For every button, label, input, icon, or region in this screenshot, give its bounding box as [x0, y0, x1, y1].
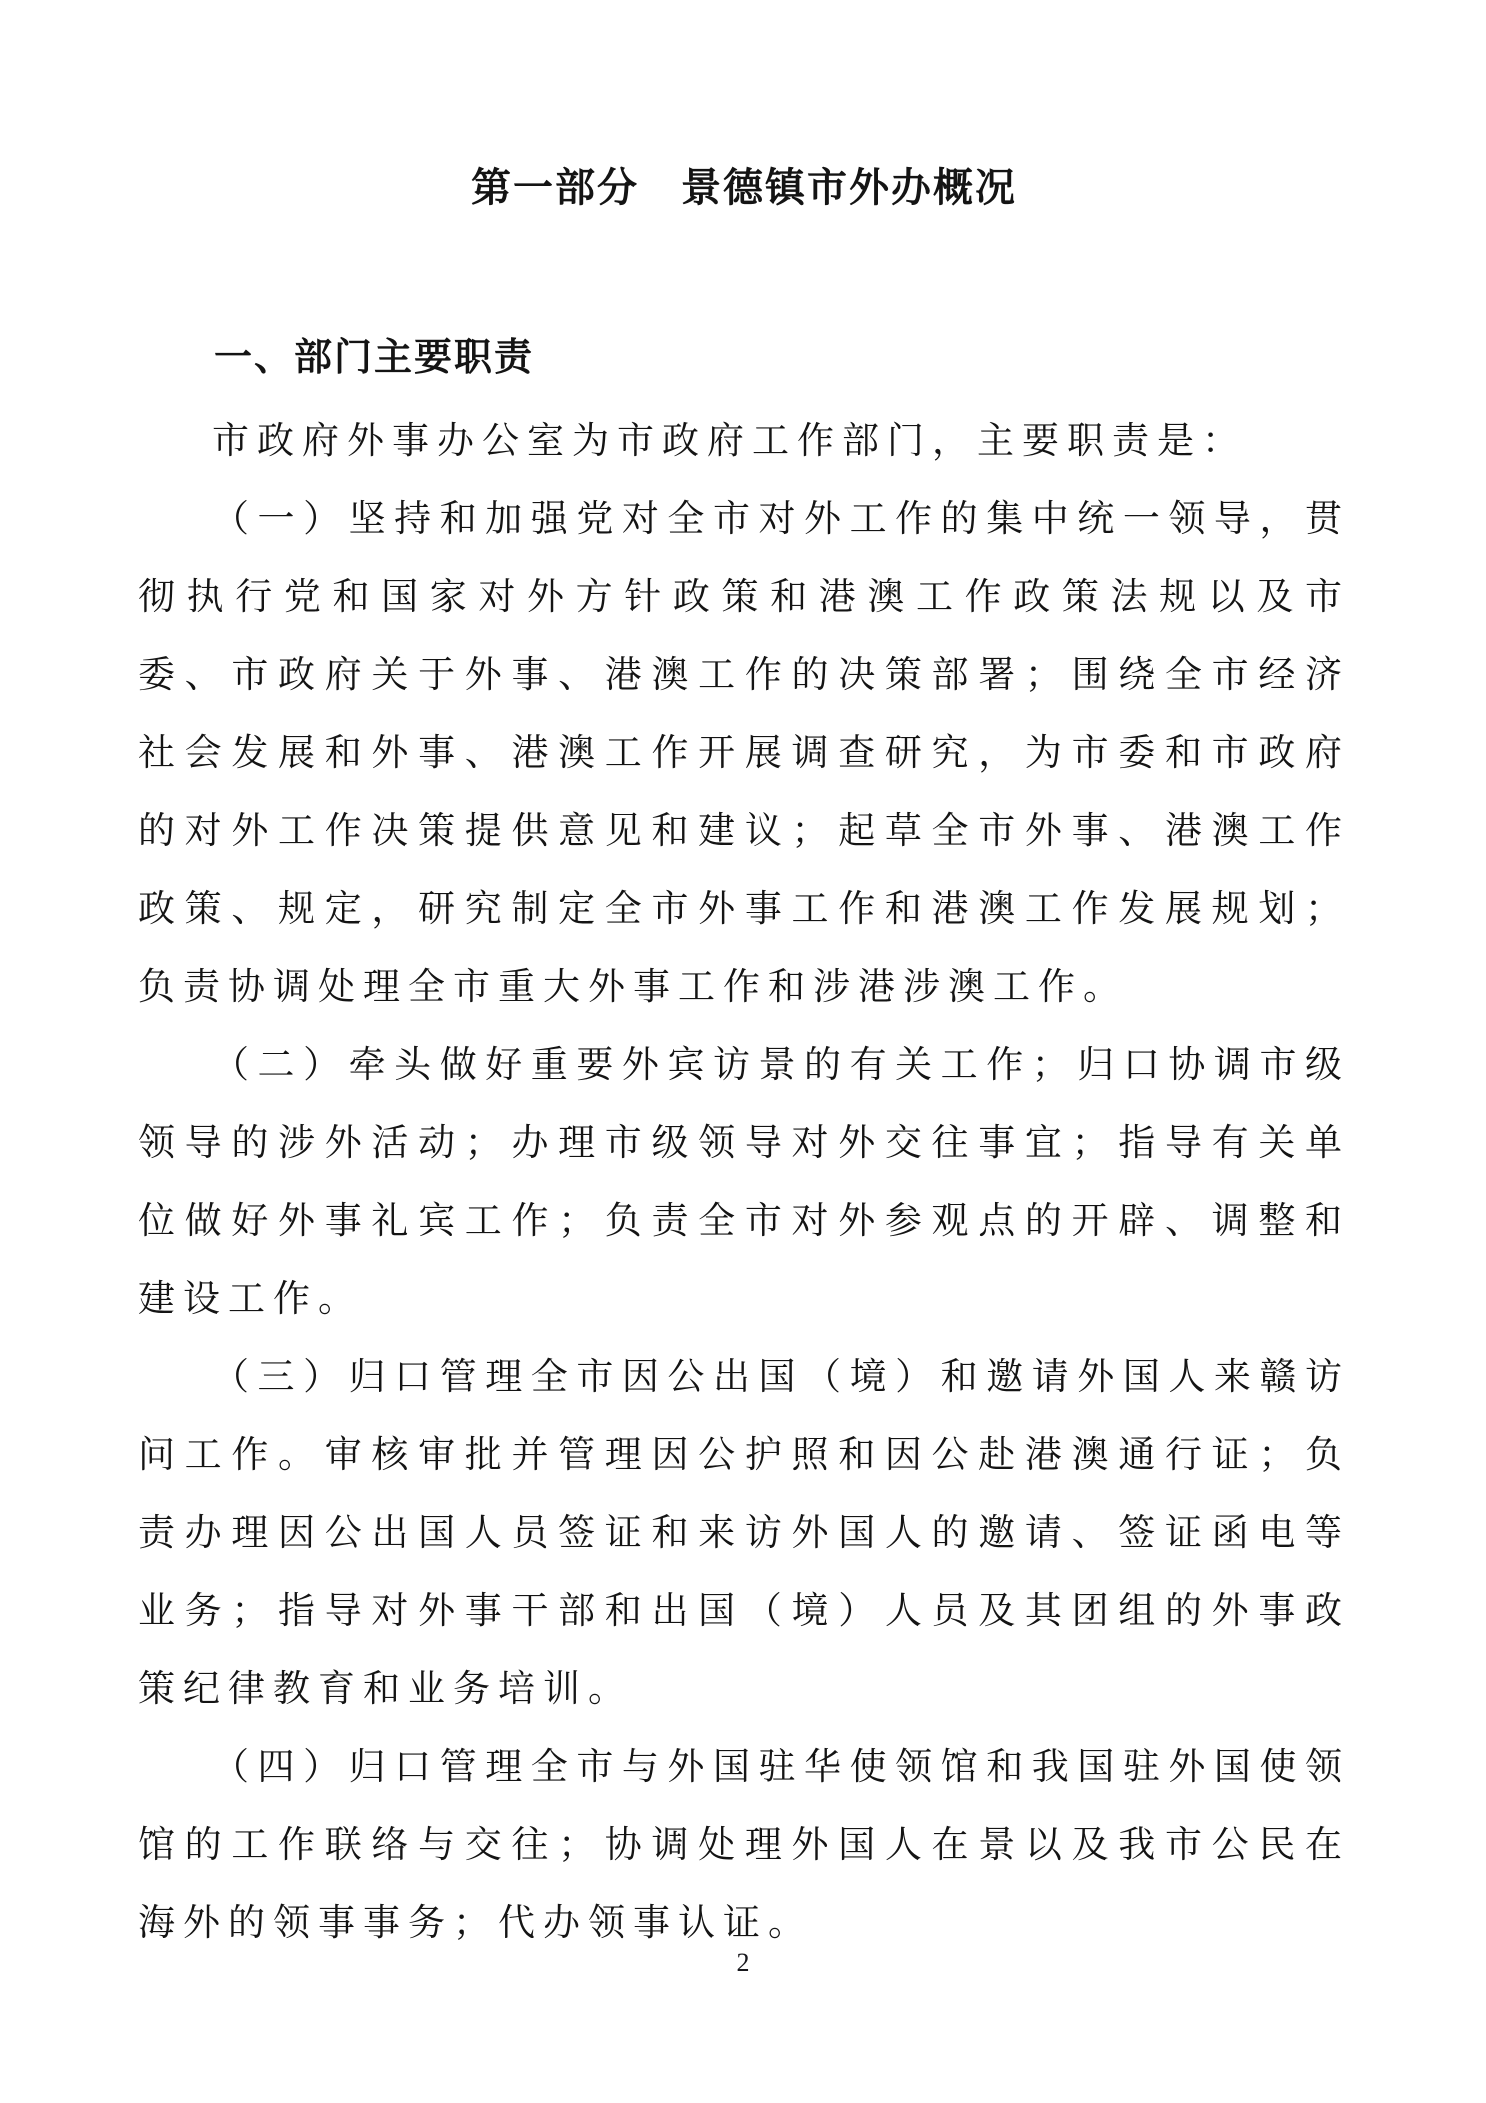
body-paragraph-item-3: （三）归口管理全市因公出国（境）和邀请外国人来赣访问工作。审核审批并管理因公护照和因公赴港澳通行证；负责办理因公出国人员签证和来访外国人的邀请、签证函电等业务；指导对外事干部和出国（境）人员及其团组的外事政策纪律教育和业务培训。	[138, 1357, 1350, 1710]
body-paragraph-item-1: （一）坚持和加强党对全市对外工作的集中统一领导，贯彻执行党和国家对外方针政策和港澳工作政策法规以及市委、市政府关于外事、港澳工作的决策部署；围绕全市经济社会发展和外事、港澳工作开展调查研究，为市委和市政府的对外工作决策提供意见和建议；起草全市外事、港澳工作政策、规定，研究制定全市外事工作和港澳工作发展规划；负责协调处理全市重大外事工作和涉港涉澳工作。	[138, 499, 1350, 1008]
body-paragraph-item-2: （二）牵头做好重要外宾访景的有关工作；归口协调市级领导的涉外活动；办理市级领导对外交往事宜；指导有关单位做好外事礼宾工作；负责全市对外参观点的开辟、调整和建设工作。	[138, 1045, 1350, 1320]
body-paragraph-intro: 市政府外事办公室为市政府工作部门，主要职责是：	[212, 421, 1247, 462]
document-title: 第一部分 景德镇市外办概况	[471, 166, 1017, 210]
body-paragraph-item-4: （四）归口管理全市与外国驻华使领馆和我国驻外国使领馆的工作联络与交往；协调处理外国人在景以及我市公民在海外的领事事务；代办领事认证。	[138, 1747, 1350, 1944]
page-number: 2	[736, 1948, 750, 1977]
body-text	[138, 403, 1350, 1963]
section-heading: 一、部门主要职责	[214, 337, 535, 379]
